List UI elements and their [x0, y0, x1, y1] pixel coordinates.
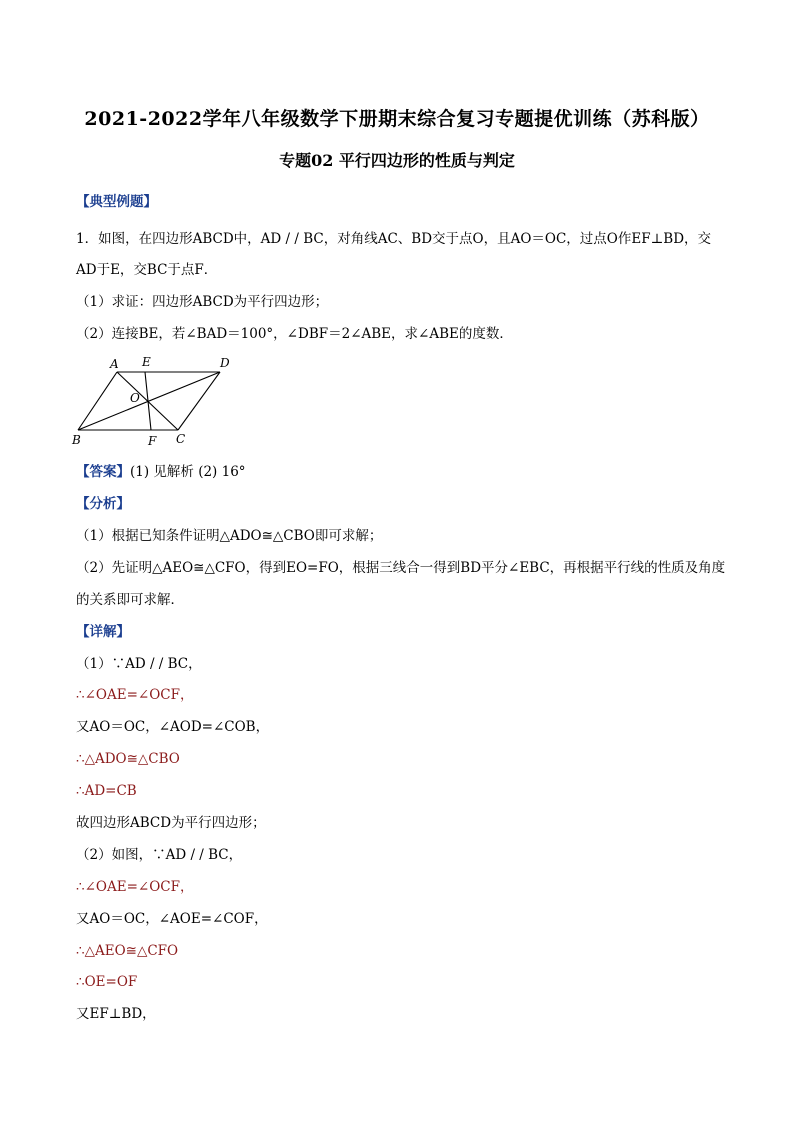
detail-line: 又EF⊥BD，	[76, 1006, 156, 1022]
label-e: E	[142, 355, 151, 369]
answer-row	[76, 462, 246, 482]
problem-part-2: （2）连接BE，若∠BAD＝100°，∠DBF＝2∠ABE，求∠ABE的度数．	[76, 326, 513, 342]
detail-line: ∴∠OAE=∠OCF，	[76, 879, 194, 895]
detail-line: 又AO＝OC，∠AOE=∠COF，	[76, 911, 268, 927]
detail-line: ∴△AEO≅△CFO	[76, 943, 179, 959]
detail-line: ∴△ADO≅△CBO	[76, 751, 180, 767]
example-section-tag: 【典型例题】	[76, 194, 157, 210]
problem-line-1: 1．如图，在四边形ABCD中，AD / / BC，对角线AC、BD交于点O，且AO＝OC，过点O作EF⊥BD，交	[76, 231, 712, 247]
problem-line-2: AD于E，交BC于点F．	[76, 262, 218, 278]
detail-line: ∴∠OAE=∠OCF，	[76, 687, 194, 703]
label-b: B	[72, 433, 81, 447]
detail-tag: 【详解】	[76, 624, 130, 640]
label-f: F	[148, 434, 157, 448]
segment-ab	[78, 372, 117, 430]
answer-tag: 【答案】	[76, 464, 130, 480]
label-d: D	[220, 356, 230, 370]
page-subtitle: 专题02 平行四边形的性质与判定	[279, 151, 515, 170]
problem-part-1: （1）求证：四边形ABCD为平行四边形；	[76, 294, 329, 310]
detail-line: 故四边形ABCD为平行四边形；	[76, 815, 266, 831]
detail-line: （2）如图，∵AD / / BC，	[76, 847, 243, 863]
analysis-line-3: 的关系即可求解．	[76, 592, 184, 608]
label-a: A	[110, 357, 119, 371]
detail-line: 又AO＝OC，∠AOD=∠COB，	[76, 719, 270, 735]
analysis-line-2: （2）先证明△AEO≅△CFO，得到EO=FO，根据三线合一得到BD平分∠EBC，再根据平行线的性质及角度	[76, 560, 726, 576]
label-c: C	[176, 432, 186, 446]
answer-text: (1) 见解析 (2) 16°	[130, 464, 246, 480]
detail-line: ∴OE=OF	[76, 974, 138, 990]
detail-line: ∴AD=CB	[76, 783, 137, 799]
page-title: 2021-2022学年八年级数学下册期末综合复习专题提优训练（苏科版）	[84, 108, 710, 130]
analysis-line-1: （1）根据已知条件证明△ADO≅△CBO即可求解；	[76, 528, 383, 544]
label-o: O	[130, 391, 140, 405]
analysis-tag: 【分析】	[76, 496, 130, 512]
detail-line: （1）∵AD / / BC，	[76, 656, 202, 672]
parallelogram-figure	[70, 350, 240, 450]
